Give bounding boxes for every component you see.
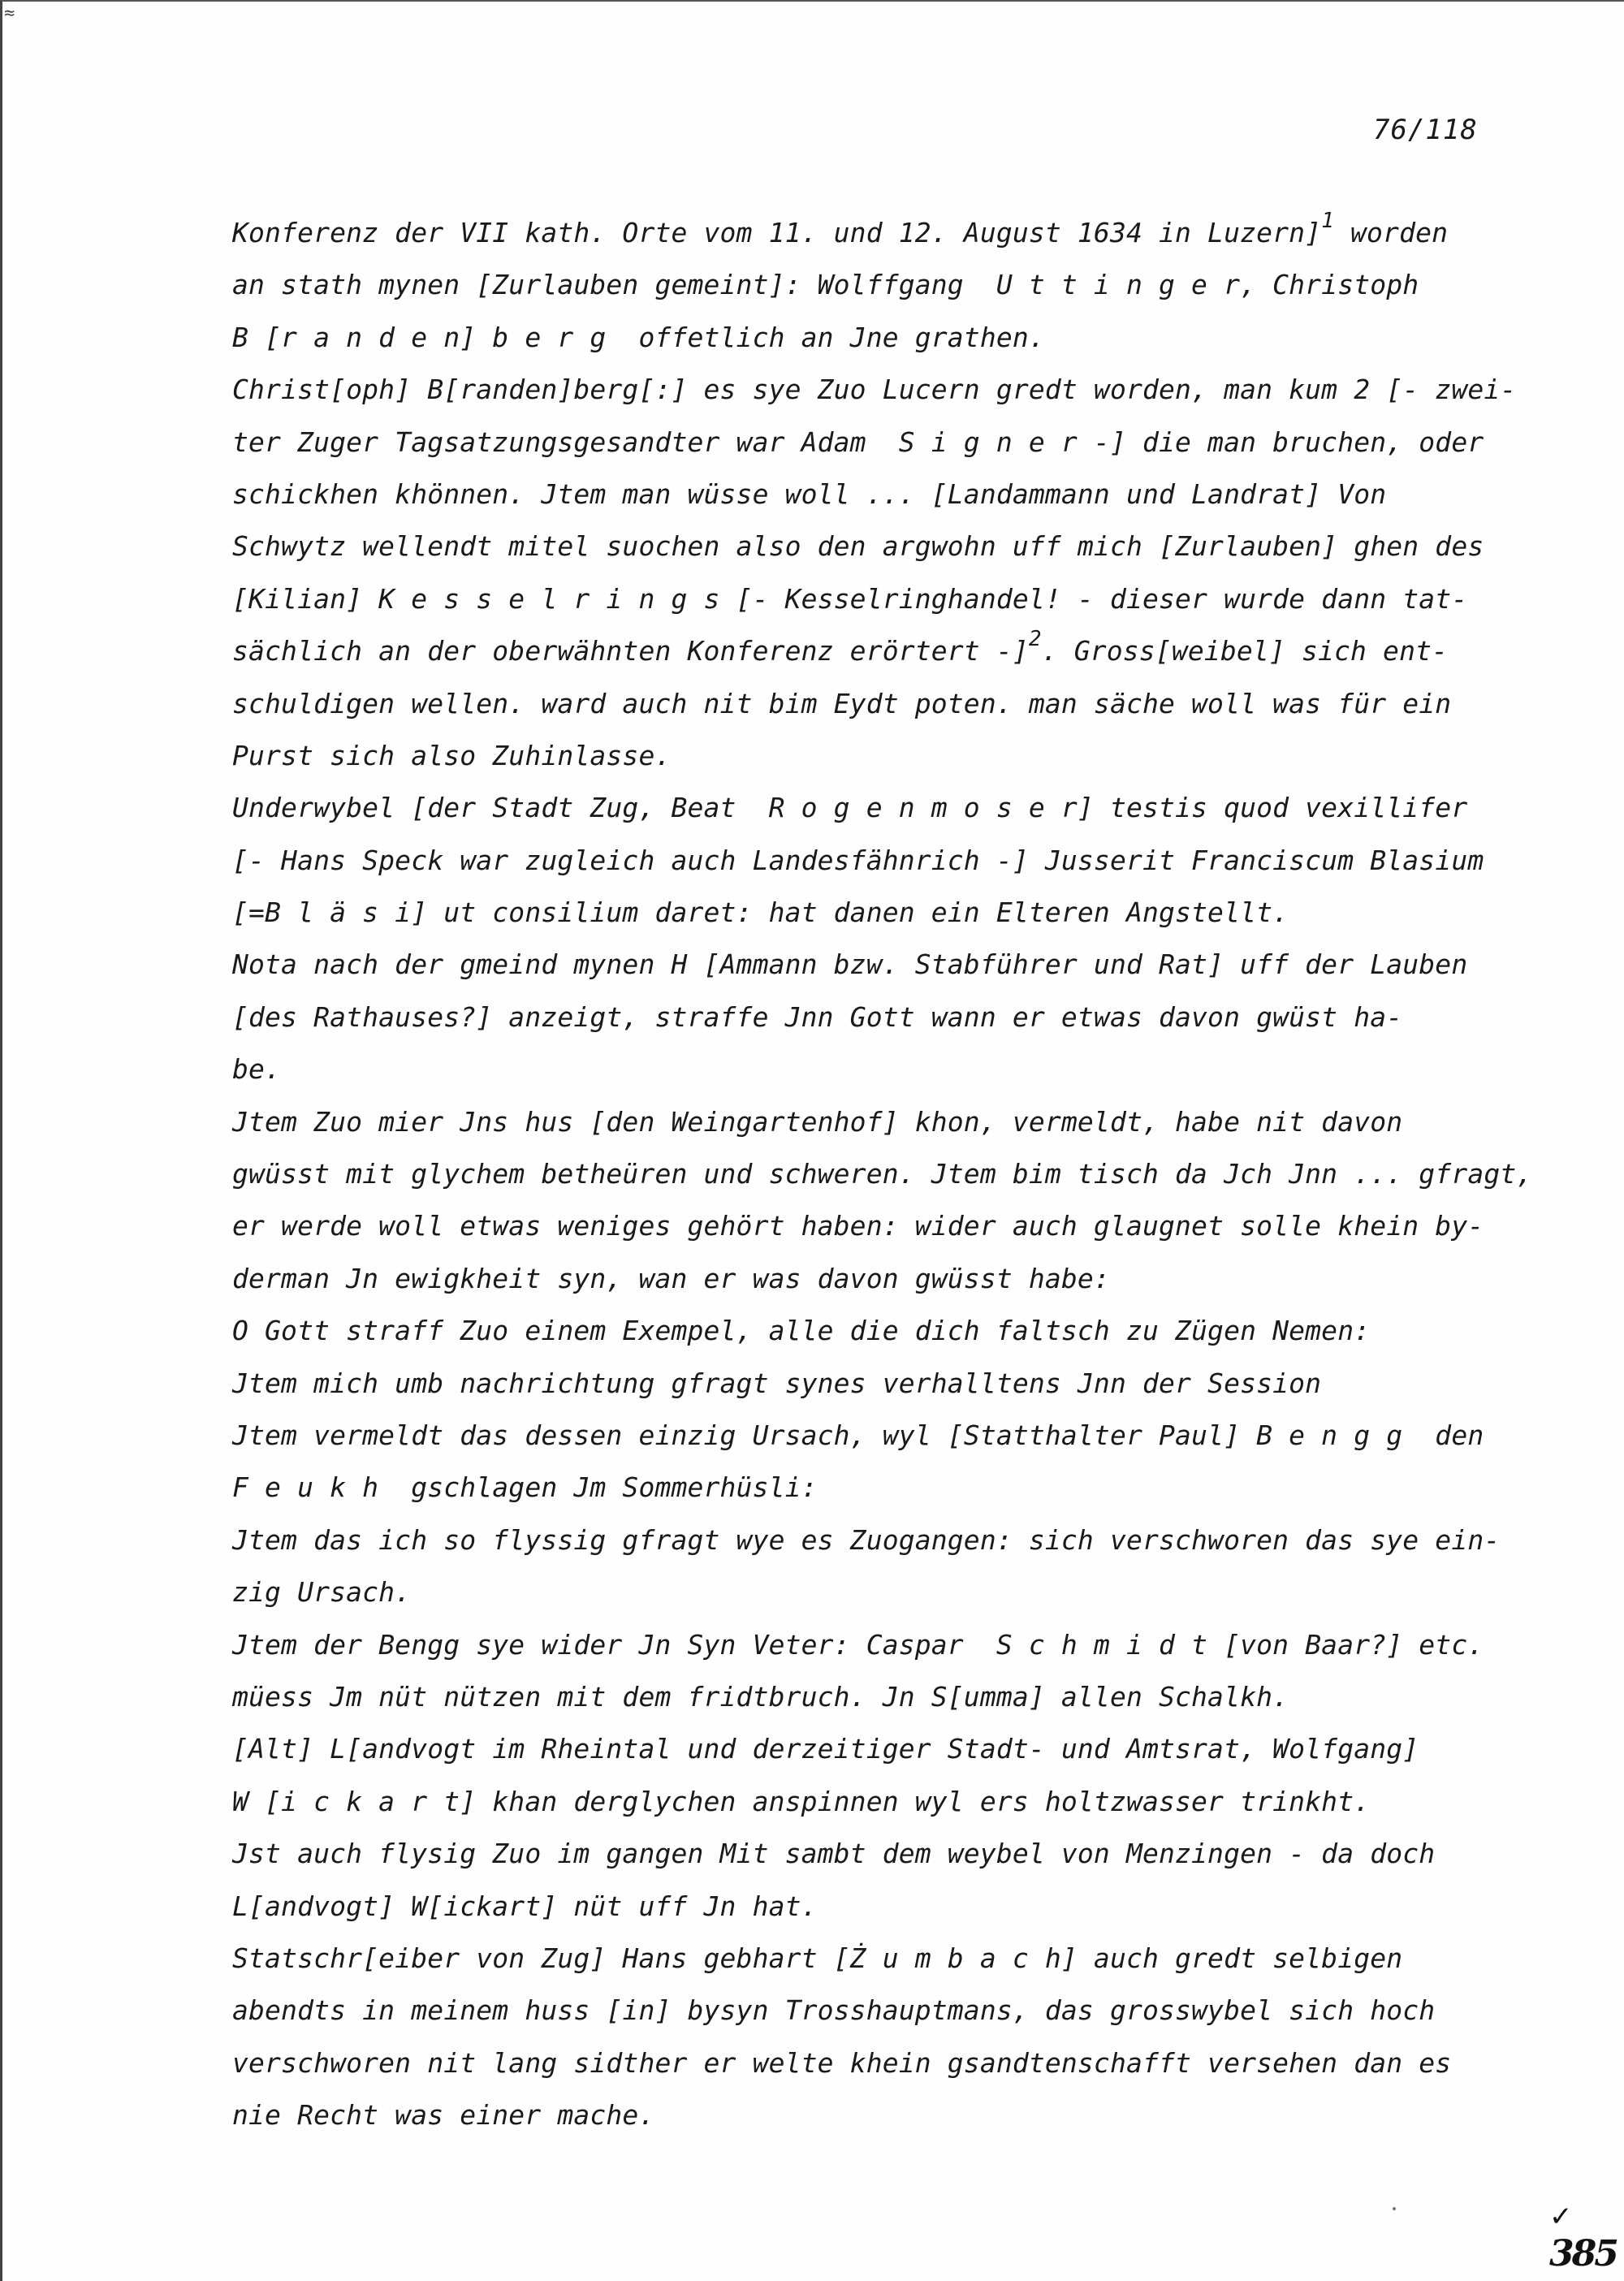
text-line: [=B l ä s i] ut consilium daret: hat danen ein Elteren Angstellt. [232,896,1289,929]
text-line: [Alt] L[andvogt im Rheintal und derzeitiger Stadt- und Amtsrat, Wolfgang] [232,1733,1419,1765]
archive-stamp-number: 385 [1549,2233,1617,2275]
speck-mark [1393,2207,1396,2210]
text-line: Jtem der Bengg sye wider Jn Syn Veter: Caspar S c h m i d t [von Baar?] etc. [232,1628,1484,1661]
text-line: be. [232,1053,282,1086]
text-line: Statschr[eiber von Zug] Hans gebhart [Ż u m b a c h] auch gredt selbigen [232,1942,1403,1974]
text-line: gwüsst mit glychem betheüren und schweren. Jtem bim tisch da Jch Jnn ... gfragt, [232,1158,1533,1190]
text-line: Jtem Zuo mier Jns hus [den Weingartenhof] khon, vermeldt, habe nit davon [232,1105,1403,1138]
corner-mark: ≈ [4,3,15,24]
text-line: Jst auch flysig Zuo im gangen Mit sambt dem weybel von Menzingen - da doch [232,1838,1436,1870]
text-line: Nota nach der gmeind mynen H [Ammann bzw. Stabführer und Rat] uff der Lauben [232,948,1468,981]
text-line: Jtem mich umb nachrichtung gfragt synes verhalltens Jnn der Session [232,1367,1322,1399]
text-line: nie Recht was einer mache. [232,2099,655,2132]
text-line: W [i c k a r t] khan derglychen anspinnen wyl ers holtzwasser trinkht. [232,1785,1371,1817]
text-line: derman Jn ewigkheit syn, wan er was davon gwüsst habe: [232,1262,1110,1294]
text-line-content: Konferenz der VII kath. Orte vom 11. und 12. August 1634 in Luzern] [232,217,1322,248]
body-text [232,207,1588,2141]
text-line: abendts in meinem huss [in] bysyn Trosshauptmans, das grosswybel sich hoch [232,1994,1436,2027]
text-line: [des Rathauses?] anzeigt, straffe Jnn Gott wann er etwas davon gwüst ha- [232,1000,1403,1033]
text-line: Schwytz wellendt mitel suochen also den argwohn uff mich [Zurlauben] ghen des [232,530,1484,563]
footnote-marker: 2 [1028,627,1042,652]
text-line [232,625,1588,677]
text-line: schuldigen wellen. ward auch nit bim Eydt poten. man säche woll was für ein [232,687,1452,719]
text-line: Purst sich also Zuhinlasse. [232,739,672,771]
text-line: [- Hans Speck war zugleich auch Landesfähnrich -] Jusserit Franciscum Blasium [232,844,1484,876]
text-line: B [r a n d e n] b e r g offetlich an Jne grathen. [232,321,1045,353]
text-line-tail: worden [1334,217,1449,248]
text-line: F e u k h gschlagen Jm Sommerhüsli: [232,1471,818,1504]
text-line [232,207,1588,259]
page-number: 76/118 [1373,114,1478,146]
text-line: L[andvogt] W[ickart] nüt uff Jn hat. [232,1890,818,1922]
text-line: müess Jm nüt nützen mit dem fridtbruch. Jn S[umma] allen Schalkh. [232,1680,1289,1713]
text-line: Underwybel [der Stadt Zug, Beat R o g e n m o s e r] testis quod vexillifer [232,792,1468,824]
text-line: Jtem das ich so flyssig gfragt wye es Zuogangen: sich verschworen das sye ein- [232,1523,1501,1556]
text-line: verschworen nit lang sidther er welte khein gsandtenschafft versehen dan es [232,2046,1452,2079]
check-icon: ✓ [1549,2201,1573,2233]
text-line: ter Zuger Tagsatzungsgesandter war Adam S i g n e r -] die man bruchen, oder [232,426,1484,458]
text-line: an stath mynen [Zurlauben gemeint]: Wolffgang U t t i n g e r, Christoph [232,269,1419,301]
footnote-marker: 1 [1321,209,1334,233]
text-line-tail: . Gross[weibel] sich ent- [1041,635,1449,667]
text-line: O Gott straff Zuo einem Exempel, alle die dich faltsch zu Zügen Nemen: [232,1315,1371,1347]
text-line: er werde woll etwas weniges gehört haben: wider auch glaugnet solle khein by- [232,1210,1484,1242]
text-line: Christ[oph] B[randen]berg[:] es sye Zuo Lucern gredt worden, man kum 2 [- zwei- [232,374,1517,406]
text-line: schickhen khönnen. Jtem man wüsse woll ... [Landammann und Landrat] Von [232,477,1387,510]
text-line: [Kilian] K e s s e l r i n g s [- Kesselringhandel! - dieser wurde dann tat- [232,582,1468,615]
text-line-content: sächlich an der oberwähnten Konferenz erörtert -] [232,635,1029,667]
text-line: Jtem vermeldt das dessen einzig Ursach, wyl [Statthalter Paul] B e n g g den [232,1419,1484,1451]
text-line: zig Ursach. [232,1576,412,1609]
